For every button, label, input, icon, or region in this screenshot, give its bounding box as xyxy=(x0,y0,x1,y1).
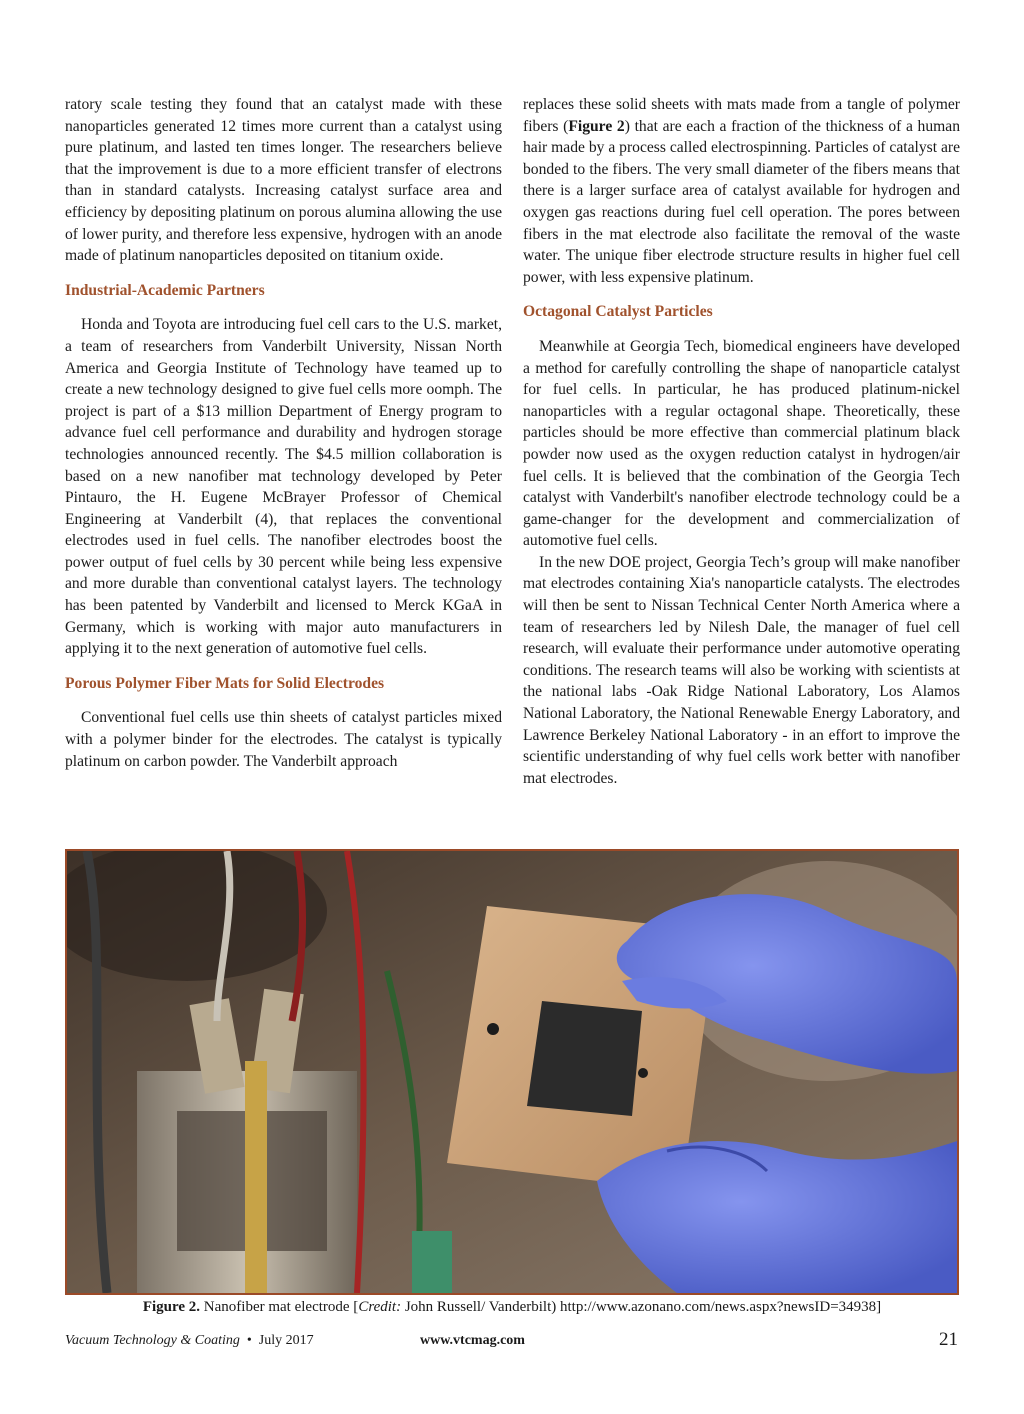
photo-illustration xyxy=(67,851,957,1293)
page-number: 21 xyxy=(939,1329,958,1350)
bullet-separator: • xyxy=(246,1333,252,1348)
figure-photo xyxy=(65,849,959,1295)
body-paragraph: In the new DOE project, Georgia Tech’s group will make nanofiber mat electrodes containing Xia's nanoparticle catalysts. The electrodes will then be sent to Nissan Technical Center North America where a team of researchers led by Nilesh Dale, the manager of fuel cell research, will evaluate their performance under automotive operating conditions. The research teams will also be working with scientists at the national labs -Oak Ridge National Laboratory, Los Alamos National Laboratory, the National Renewable Energy Laboratory, and Lawrence Berkeley National Laboratory - in an effort to improve the scientific understanding of why fuel cells work better with nanofiber mat electrodes. xyxy=(523,553,960,787)
body-paragraph: Conventional fuel cells use thin sheets of catalyst particles mixed with a polymer binder for the electrodes. The catalyst is typically platinum on carbon powder. The Vanderbilt approach xyxy=(65,709,502,770)
caption-text: John Russell/ Vanderbilt) http://www.azonano.com/news.aspx?newsID=34938] xyxy=(404,1299,882,1315)
website-link[interactable]: www.vtcmag.com xyxy=(420,1333,525,1348)
journal-name: Vacuum Technology & Coating xyxy=(65,1333,240,1348)
section-heading-octagonal: Octagonal Catalyst Particles xyxy=(523,303,713,321)
caption-text: Nanofiber mat electrode [ xyxy=(203,1299,359,1315)
body-paragraph: Meanwhile at Georgia Tech, biomedical engineers have developed a method for carefully controlling the shape of nanoparticle catalyst for fuel cells. In particular, he has produced platinum-nickel nanoparticles with a regular octagonal shape. Theoretically, these particles should be more effective than commercial platinum black powder now used as the oxygen reduction catalyst in hydrogen/air fuel cells. It is believed that the combination of the Georgia Tech catalyst with Vanderbilt's nanofiber electrode technology could be a game-changer for the development and commercialization of automotive fuel cells. xyxy=(523,337,960,550)
footer-journal-info xyxy=(65,1333,314,1349)
section-heading-industrial-academic: Industrial-Academic Partners xyxy=(65,281,265,299)
text-span: ) that are each a fraction of the thickness of a human hair made by a process called electrospinning. Particles of catalyst are bonded to the fibers. The very small diameter of the fibers means that there is a larger surface area of catalyst available for hydrogen and oxygen gas reactions during fuel cell operation. The pores between fibers in the mat electrode also facilitate the removal of the waste water. The unique fiber electrode structure results in higher fuel cell power, with less expensive platinum. xyxy=(523,117,960,286)
body-paragraph: Honda and Toyota are introducing fuel cell cars to the U.S. market, a team of researchers from Vanderbilt University, Nissan North America and Georgia Institute of Technology have teamed up to create a new technology designed to give fuel cells more oomph. The project is part of a $13 million Department of Energy program to advance fuel cell performance and durability and hydrogen storage technologies announced recently. The $4.5 million collaboration is based on a new nanofiber mat technology developed by Peter Pintauro, the H. Eugene McBrayer Professor of Chemical Engineering at Vanderbilt (4), that replaces the conventional electrodes used in fuel cells. The nanofiber electrodes boost the power output of fuel cells by 30 percent while being less expensive and more durable than conventional catalyst layers. The technology has been patented by Vanderbilt and licensed to Merck KGaA in Germany, which is working with major auto manufacturers in applying it to the next generation of automotive fuel cells. xyxy=(65,316,502,658)
figure-label: Figure 2. xyxy=(142,1299,201,1315)
credit-label: Credit: xyxy=(358,1299,402,1315)
body-paragraph: ratory scale testing they found that an catalyst made with these nanoparticles generated 12 times more current than a catalyst using pure platinum, and lasted ten times longer. The researchers believe that the improvement is due to a more efficient transfer of electrons than in standard catalysts. Increasing catalyst surface area and efficiency by depositing platinum on porous alumina allowing the use of lower purity, and therefore less expensive, hydrogen with an anode made of platinum nanoparticles deposited on titanium oxide. xyxy=(65,96,502,265)
section-heading-porous-polymer: Porous Polymer Fiber Mats for Solid Electrodes xyxy=(65,674,385,692)
right-column xyxy=(523,94,960,789)
figure-reference: Figure 2 xyxy=(568,117,625,135)
figure-caption xyxy=(65,1297,959,1317)
body-paragraph xyxy=(523,94,960,288)
text-span: replaces these solid sheets with mats made from a tangle of polymer fibers ( xyxy=(523,96,960,135)
issue-date: July 2017 xyxy=(258,1333,314,1348)
left-column xyxy=(65,94,502,772)
